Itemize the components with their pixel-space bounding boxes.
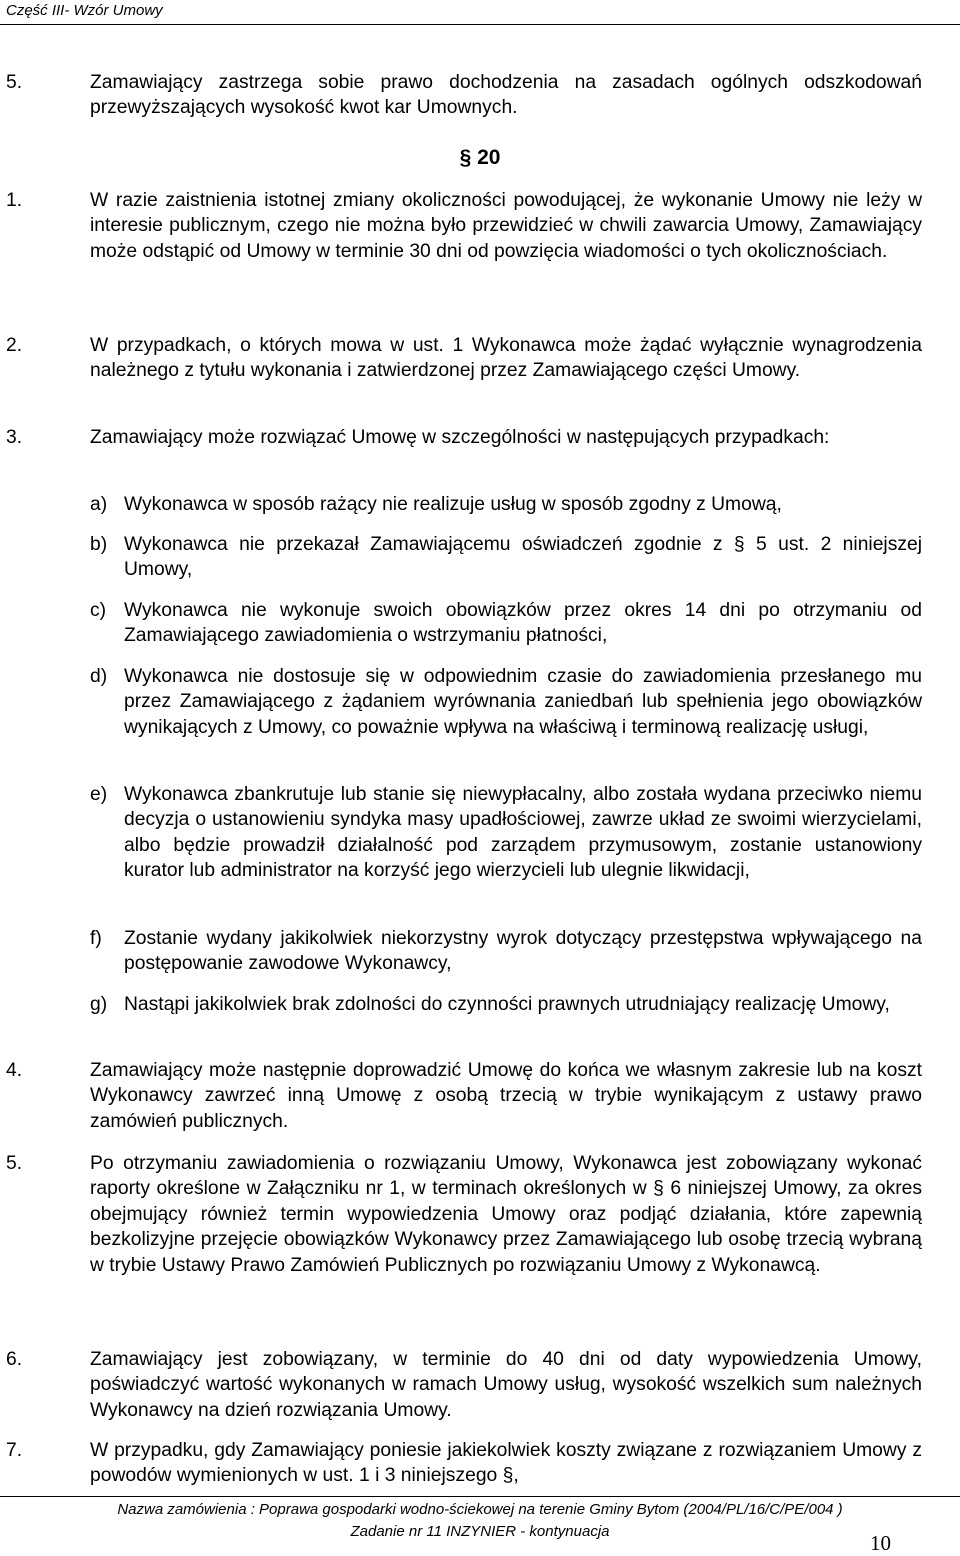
footer-project-name: Nazwa zamówienia : Poprawa gospodarki wodno-ściekowej na terenie Gminy Bytom (2004/PL/16/C/PE/004 ) [117, 1501, 843, 1518]
sub-item-label: e) [90, 784, 108, 805]
item-number: 5. [6, 1153, 23, 1174]
sub-item-text: Wykonawca zbankrutuje lub stanie się niewypłacalny, albo została wydana przeciwko niemu decyzja o ustanowieniu syndyka masy upadłościowej, zawrze układ ze swoimi wierzycielami, albo będzie prowadził działalność pod zarządem przymusowym, zostanie ustanowiony kurator lub administrator na korzyść jego wierzycieli lub ulegnie likwidacji, [124, 784, 922, 882]
sub-item-text: Wykonawca w sposób rażący nie realizuje usług w sposób zgodny z Umową, [124, 494, 782, 515]
sub-item-label: d) [90, 666, 108, 687]
item-number: 4. [6, 1060, 23, 1081]
sub-item-label: c) [90, 600, 107, 621]
item-text: Zamawiający może następnie doprowadzić Umowę do końca we własnym zakresie lub na koszt Wykonawcy zawrzeć inną Umowę z osobą trzecią w trybie wynikającym z ustawy prawo zamówień publicznych. [90, 1060, 922, 1132]
sub-item-text: Wykonawca nie przekazał Zamawiającemu oświadczeń zgodnie z § 5 ust. 2 niniejszej Umowy, [124, 534, 922, 581]
sub-item-text: Wykonawca nie wykonuje swoich obowiązków przez okres 14 dni po otrzymaniu od Zamawiającego zawiadomienia o wstrzymaniu płatności, [124, 600, 922, 647]
sub-item-label: a) [90, 494, 108, 515]
footer-task-name: Zadanie nr 11 INZYNIER - kontynuacja [350, 1523, 610, 1540]
sub-item-label: f) [90, 928, 102, 949]
item-text: Zamawiający jest zobowiązany, w terminie do 40 dni od daty wypowiedzenia Umowy, poświadczyć wartość wykonanych w ramach Umowy usług, wysokość wszelkich sum należnych Wykonawcy na dzień rozwiązania Umowy. [90, 1349, 922, 1421]
page-header: Część III- Wzór Umowy [6, 2, 163, 19]
item-number: 1. [6, 190, 23, 211]
item-text: W razie zaistnienia istotnej zmiany okoliczności powodującej, że wykonanie Umowy nie leży w interesie publicznym, czego nie można było przewidzieć w chwili zawarcia Umowy, Zamawiający może odstąpić od Umowy w terminie 30 dni od powzięcia wiadomości o tych okolicznościach. [90, 190, 922, 262]
item-text: Zamawiający może rozwiązać Umowę w szczególności w następujących przypadkach: [90, 427, 830, 448]
sub-item-text: Zostanie wydany jakikolwiek niekorzystny wyrok dotyczący przestępstwa wpływającego na postępowanie zawodowe Wykonawcy, [124, 928, 922, 975]
item-text: W przypadku, gdy Zamawiający poniesie jakiekolwiek koszty związane z rozwiązaniem Umowy z powodów wymienionych w ust. 1 i 3 niniejszego §, [90, 1440, 922, 1487]
page-number: 10 [870, 1531, 891, 1555]
item-text: W przypadkach, o których mowa w ust. 1 Wykonawca może żądać wyłącznie wynagrodzenia należnego z tytułu wykonania i zatwierdzonej przez Zamawiającego części Umowy. [90, 335, 922, 382]
item-number: 2. [6, 335, 23, 356]
sub-item-text: Nastąpi jakikolwiek brak zdolności do czynności prawnych utrudniający realizację Umowy, [124, 994, 890, 1015]
footer-rule [0, 1496, 960, 1497]
item-number: 6. [6, 1349, 23, 1370]
sub-item-label: b) [90, 534, 108, 555]
item-number: 7. [6, 1440, 23, 1461]
item-number: 3. [6, 427, 23, 448]
header-rule [0, 24, 960, 25]
sub-item-text: Wykonawca nie dostosuje się w odpowiednim czasie do zawiadomienia przesłanego mu przez Zamawiającego z żądaniem wyrównania zaniedbań lub spełnienia jego obowiązków wynikających z Umowy, co poważnie wpływa na właściwą i terminową realizację usługi, [124, 666, 922, 738]
sub-item-label: g) [90, 994, 108, 1015]
item-text: Po otrzymaniu zawiadomienia o rozwiązaniu Umowy, Wykonawca jest zobowiązany wykonać raporty określone w Załączniku nr 1, w terminach określonych w § 6 niniejszej Umowy, za okres obejmujący również termin wypowiedzenia Umowy oraz podjąć działania, które zapewnią bezkolizyjne przejęcie obowiązków Wykonawcy przez Zamawiającego lub osobę trzecią wybraną w trybie Ustawy Prawo Zamówień Publicznych po rozwiązaniu Umowy z Wykonawcą. [90, 1153, 922, 1276]
item-number: 5. [6, 72, 23, 93]
item-text: Zamawiający zastrzega sobie prawo dochodzenia na zasadach ogólnych odszkodowań przewyższających wysokość kwot kar Umownych. [90, 72, 922, 119]
section-heading: § 20 [459, 146, 501, 169]
